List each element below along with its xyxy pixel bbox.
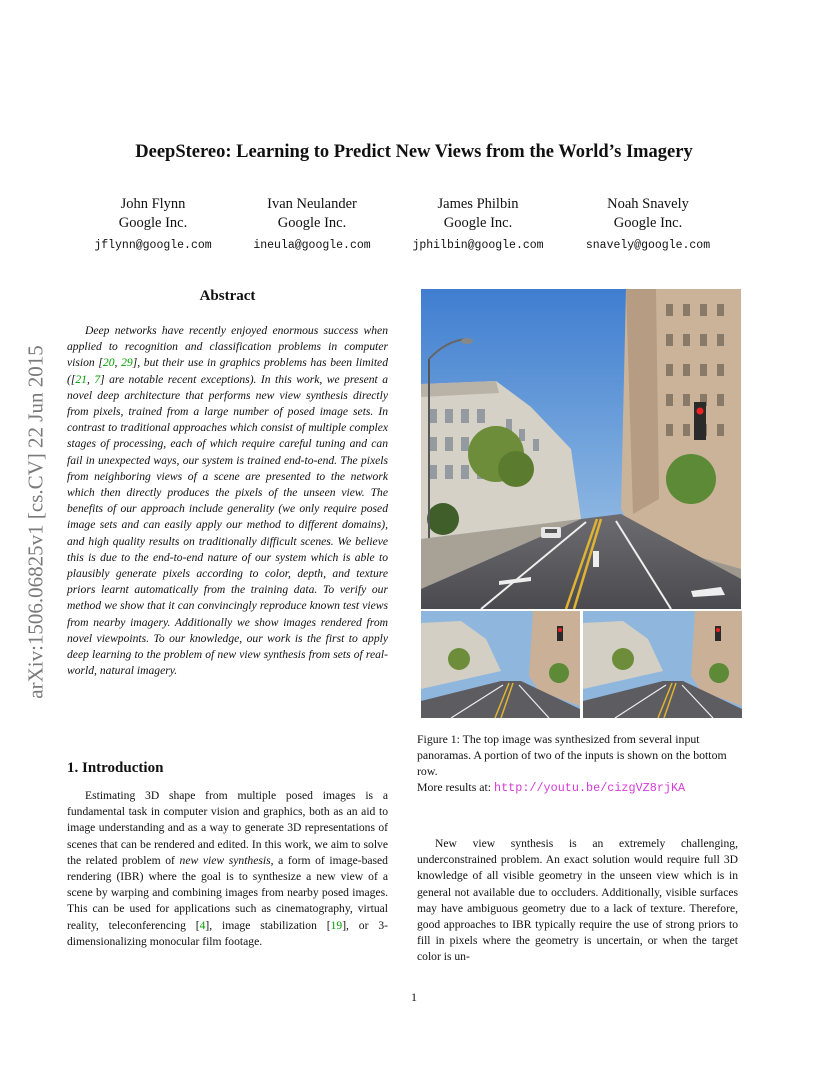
body-text: ], or 3-dimensionalizing monocular film footage.	[67, 918, 388, 948]
body-text: Estimating 3D shape from multiple posed images is a fundamental task in computer vision and graphics, both as an aid to image understanding and as a way to generate 3D representations of scenes that can be rendered and edited. In this work, we aim to solve the related problem of	[67, 789, 388, 867]
author-email[interactable]: snavely@google.com	[585, 239, 711, 252]
emphasis-text: new view synthesis	[179, 853, 271, 867]
author-name: Noah Snavely	[607, 196, 689, 212]
citation-link[interactable]: 7	[94, 372, 101, 386]
author-email[interactable]: jphilbin@google.com	[412, 239, 544, 252]
abstract-text: ,	[86, 372, 95, 386]
abstract-text: ,	[114, 356, 122, 370]
citation-link[interactable]: 21	[75, 372, 87, 386]
author-email[interactable]: jflynn@google.com	[94, 239, 212, 252]
author-affiliation: Google Inc.	[613, 215, 683, 231]
citation-link[interactable]: 20	[102, 356, 115, 370]
body-text: ], image stabilization [	[205, 918, 331, 932]
paper-title: DeepStereo: Learning to Predict New Views from the World’s Imagery	[135, 142, 693, 162]
author-block	[227, 195, 397, 255]
caption-text: Figure 1: The top image was synthesized from several input panoramas. A portion of two of the inputs is shown on the bottom row.	[417, 732, 727, 778]
abstract-body	[67, 323, 388, 679]
author-name: James Philbin	[437, 196, 519, 212]
figure-caption	[417, 731, 740, 796]
citation-link[interactable]: 29	[121, 356, 133, 370]
author-affiliation: Google Inc.	[443, 215, 513, 231]
author-name: John Flynn	[120, 196, 186, 212]
citation-link[interactable]: 19	[330, 918, 343, 932]
introduction-body	[67, 788, 388, 950]
figure-main-image	[421, 289, 741, 609]
abstract-text: ] are notable recent exceptions). In this work, we present a novel deep architecture that performs new view synthesis directly from pixels, trained from a large number of posed image sets. In contrast to traditional approaches which consist of multiple complex stages of processing, each of which require careful tuning and can fail in unexpected ways, our system is trained end-to-end. The pixels from neighboring views of a scene are presented to the network which then directly produces the pixels of the unseen view. The benefits of our approach include generality (we only require posed image sets and can easily apply our method to different domains), and high quality results on traditionally difficult scenes. We believe this is due to the end-to-end nature of our system which is able to plausibly generate pixels according to color, depth, and texture priors learnt automatically from the training data. To verify our method we show that it can convincingly reproduce known test views from nearby imagery. Additionally we show images rendered from novel viewpoints. To our knowledge, our work is the first to apply deep learning to the problem of new view synthesis from sets of real-world, natural imagery.	[67, 372, 389, 678]
figure-input-image	[421, 611, 580, 718]
citation-link[interactable]: 4	[199, 918, 206, 932]
author-email[interactable]: ineula@google.com	[253, 239, 371, 252]
abstract-heading: Abstract	[199, 288, 256, 304]
author-block	[68, 195, 238, 255]
results-url-link[interactable]: http://youtu.be/cizgVZ8rjKA	[494, 781, 686, 795]
section-heading: 1. Introduction	[67, 760, 164, 776]
abstract-text: ], but their use in graphics problems has been limited ([	[67, 356, 388, 386]
more-results-label: More results at:	[417, 780, 494, 794]
figure-input-image	[583, 611, 742, 718]
arxiv-stamp: arXiv:1506.06825v1 [cs.CV] 22 Jun 2015	[23, 345, 48, 699]
author-affiliation: Google Inc.	[118, 215, 188, 231]
author-block	[563, 195, 733, 255]
abstract-text: Deep networks have recently enjoyed enormous success when applied to recognition and classification problems in computer vision [	[67, 324, 388, 370]
author-affiliation: Google Inc.	[277, 215, 347, 231]
page-number: 1	[411, 990, 417, 1004]
right-column-body: New view synthesis is an extremely challenging, underconstrained problem. An exact solution would require full 3D knowledge of all visible geometry in the unseen view which is in general not available due to occluders. Additionally, visible surfaces may have ambiguous geometry due to a lack of texture. Therefore, good approaches to IBR typically require the use of strong priors to fill in pixels where the geometry is uncertain, or when the target color is un-	[417, 837, 738, 964]
author-name: Ivan Neulander	[267, 196, 357, 212]
author-block	[393, 195, 563, 255]
body-text: , a form of image-based rendering (IBR) where the goal is to synthesize a new view of a scene by warping and combining images from nearby posed images. This can be used for applications such as cinematography, virtual reality, teleconferencing [	[67, 853, 388, 932]
